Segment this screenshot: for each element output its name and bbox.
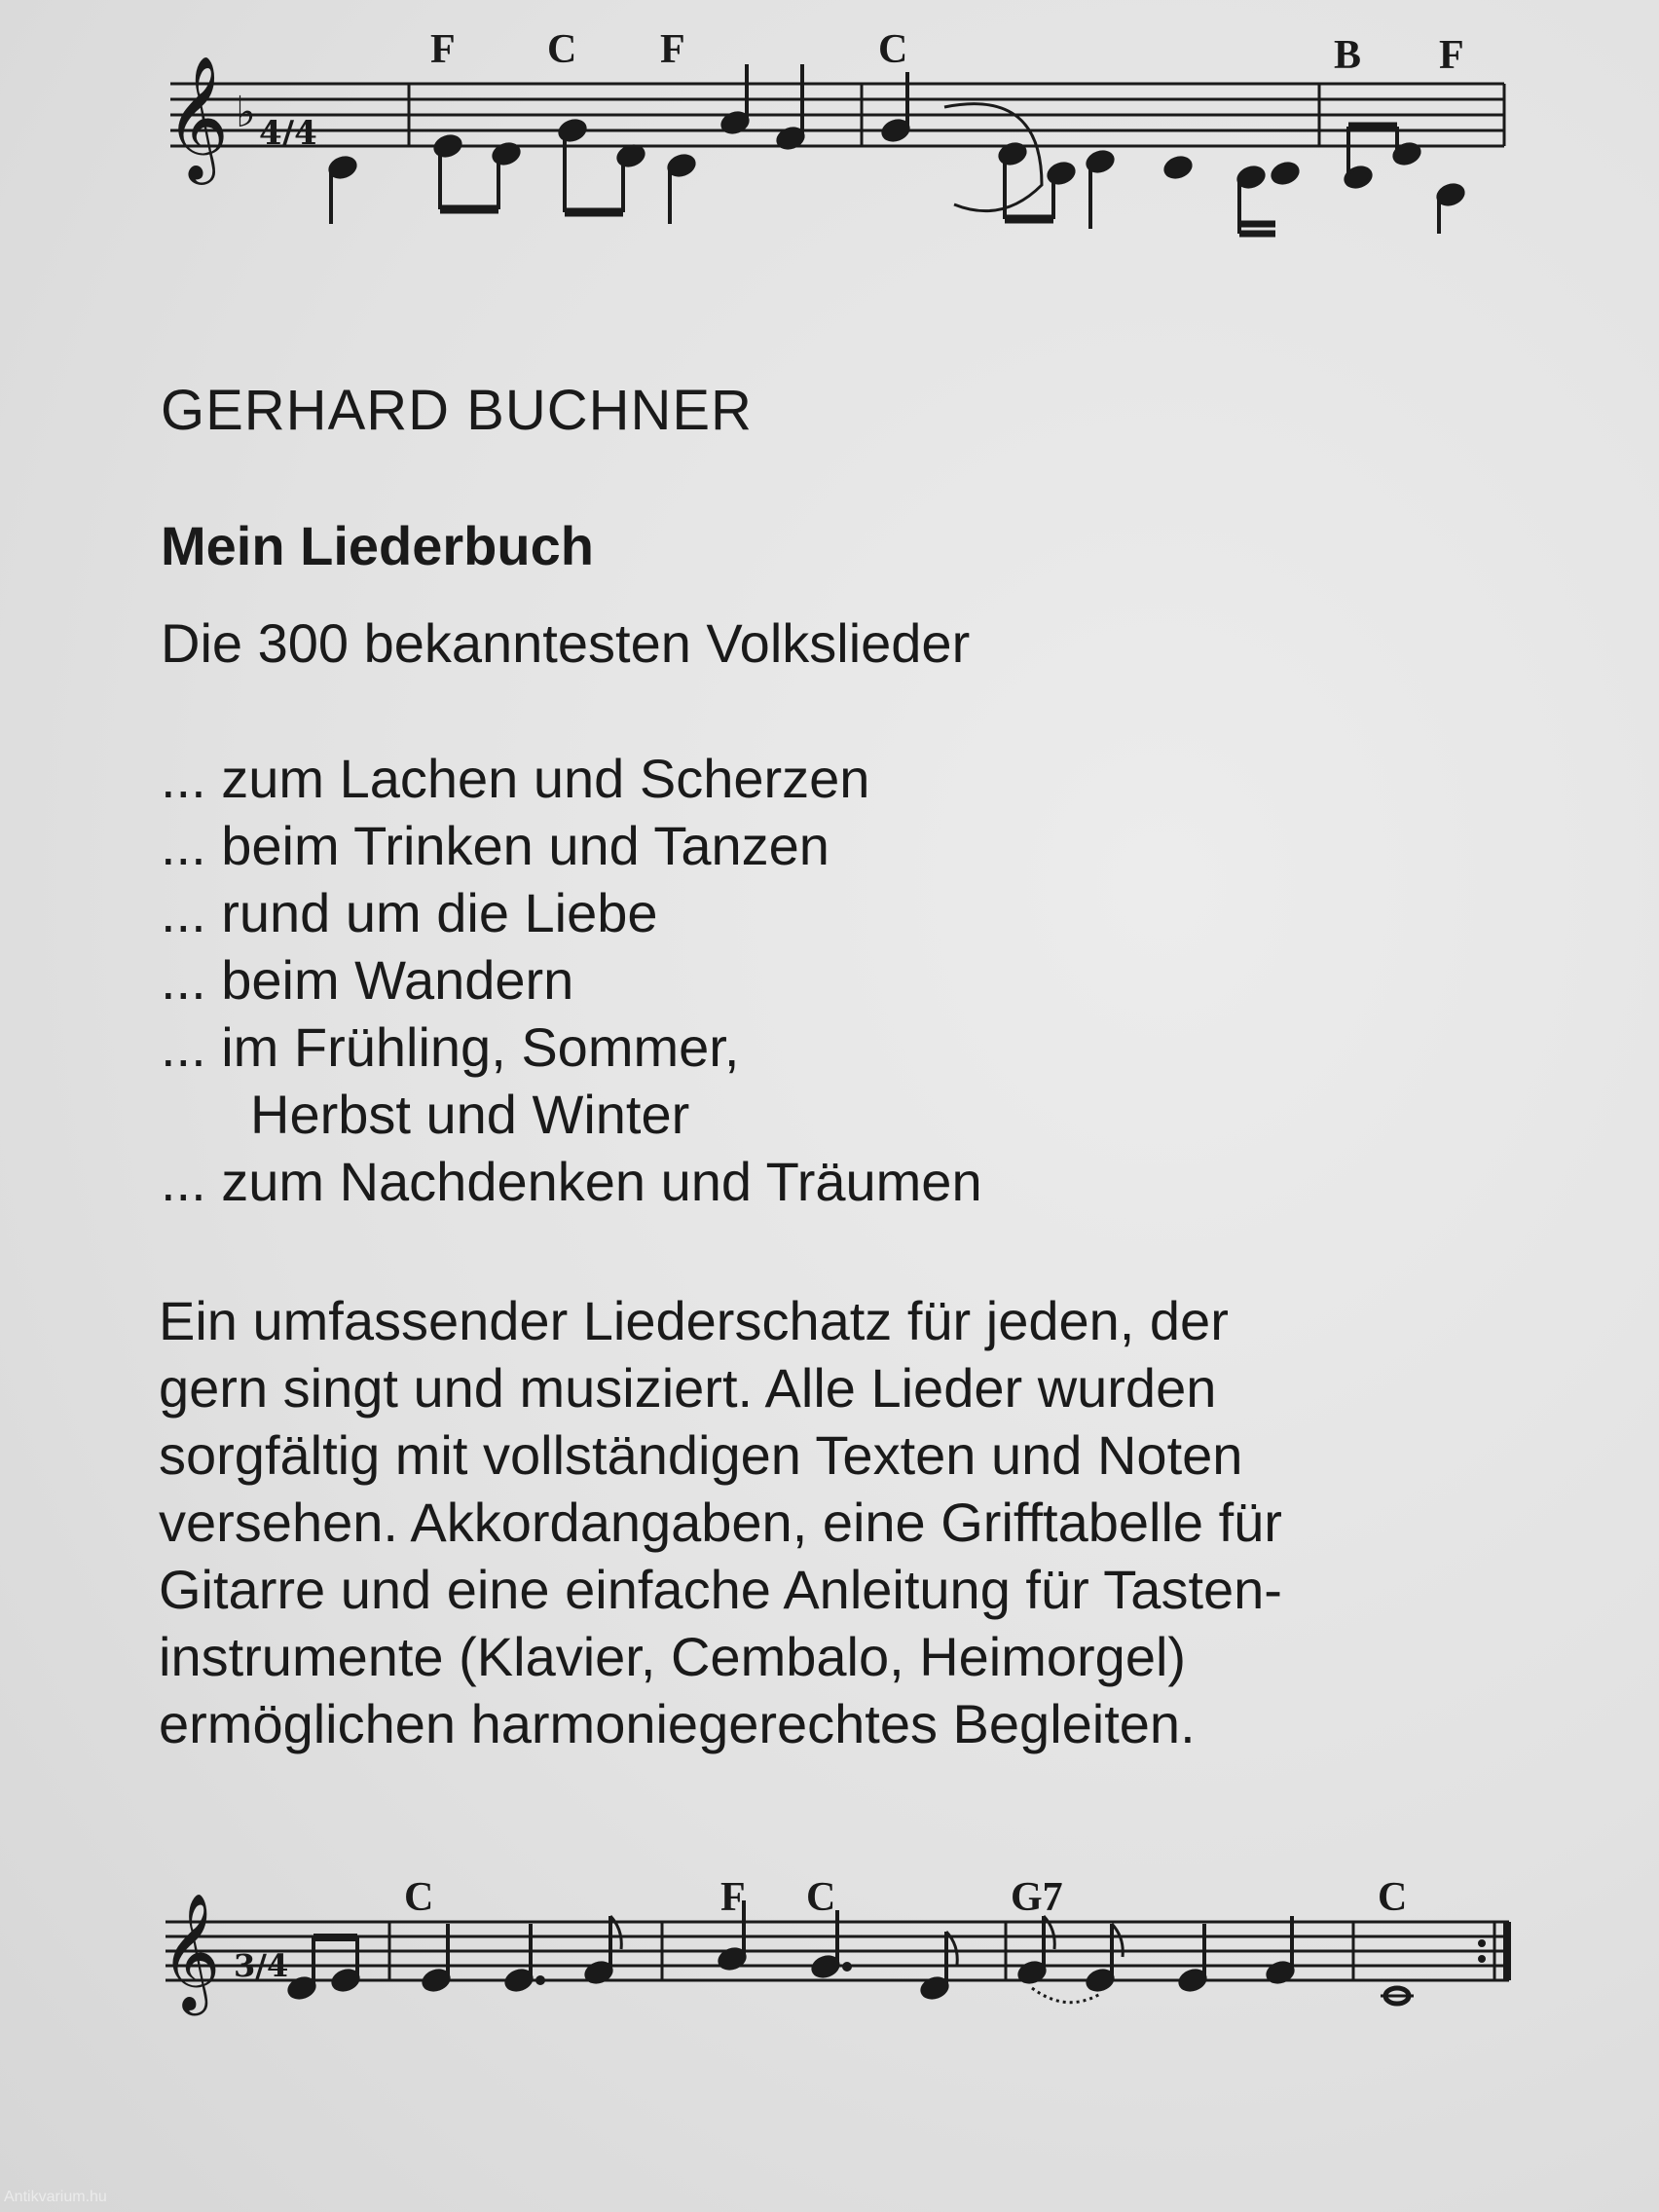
topic-item: ... im Frühling, Sommer,	[161, 1016, 740, 1078]
repeat-dot	[1478, 1939, 1486, 1947]
slur	[944, 104, 1042, 211]
topic-list	[161, 745, 982, 1215]
chord-label: F	[720, 1875, 746, 1920]
music-staff-top	[166, 29, 1509, 253]
treble-clef: 𝄞	[161, 1892, 221, 2010]
description-line: gern singt und musiziert. Alle Lieder wurden	[159, 1357, 1217, 1419]
note	[1163, 155, 1194, 180]
topic-item: ... beim Trinken und Tanzen	[161, 815, 830, 876]
book-subtitle: Die 300 bekanntesten Volkslieder	[161, 612, 971, 674]
description-line: versehen. Akkordangaben, eine Grifftabelle für	[159, 1492, 1282, 1553]
time-signature-top: 4/4	[259, 114, 317, 153]
description-line: ermöglichen harmoniegerechtes Begleiten.	[159, 1693, 1196, 1754]
chord-label: C	[404, 1875, 434, 1920]
tie	[1032, 1988, 1100, 2003]
chord-label: F	[430, 29, 456, 72]
book-title: Mein Liederbuch	[161, 515, 594, 576]
description-line: Ein umfassender Liederschatz für jeden, der	[159, 1290, 1229, 1351]
topic-item: ... rund um die Liebe	[161, 882, 658, 943]
flat-sign: ♭	[236, 88, 256, 137]
chord-label: C	[1378, 1875, 1408, 1920]
topic-item: ... beim Wandern	[161, 949, 574, 1011]
description-line: instrumente (Klavier, Cembalo, Heimorgel)	[159, 1626, 1187, 1687]
watermark: Antikvarium.hu	[4, 2189, 107, 2205]
treble-clef: 𝄞	[166, 55, 230, 179]
book-description	[159, 1287, 1522, 1757]
author-name: GERHARD BUCHNER	[161, 379, 753, 442]
description-line: sorgfältig mit vollständigen Texten und Noten	[159, 1424, 1243, 1486]
music-staff-bottom	[156, 1860, 1519, 2045]
note	[433, 133, 463, 159]
chord-label: B	[1334, 33, 1362, 78]
topic-item: ... zum Lachen und Scherzen	[161, 748, 870, 809]
chord-label: F	[1439, 33, 1464, 78]
chord-label: C	[878, 29, 908, 72]
chord-label: C	[806, 1875, 836, 1920]
repeat-dot	[1478, 1955, 1486, 1963]
chord-label: G7	[1011, 1875, 1063, 1920]
note	[1271, 161, 1301, 186]
note	[1047, 161, 1077, 186]
chord-label: F	[660, 29, 685, 72]
time-signature-bottom: 3/4	[234, 1947, 289, 1984]
topic-item-continuation: Herbst und Winter	[250, 1084, 690, 1145]
topic-item: ... zum Nachdenken und Träumen	[161, 1151, 982, 1212]
description-line: Gitarre und eine einfache Anleitung für Tasten-	[159, 1559, 1282, 1620]
note	[558, 118, 588, 143]
chord-label: C	[547, 29, 577, 72]
